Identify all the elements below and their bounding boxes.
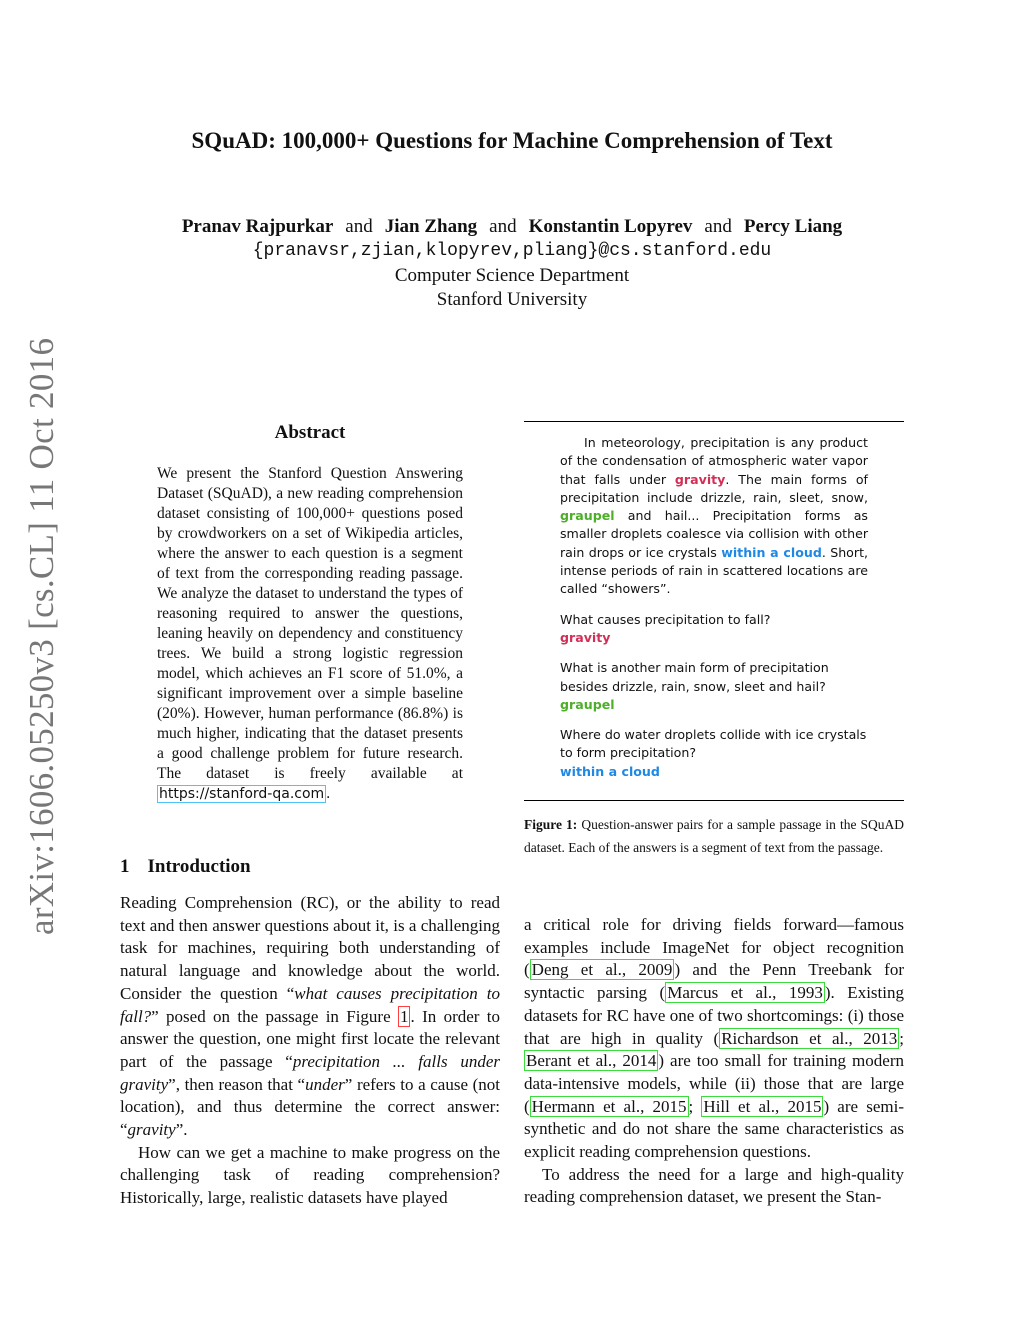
author-emails: {pranavsr,zjian,klopyrev,pliang}@cs.stanford.edu [252,241,772,261]
citation-link[interactable]: Deng et al., 2009 [531,960,673,980]
text-run: In meteorology, precipitation is any product of the condensation of atmospheric water vapor that falls under [560,435,868,487]
figure-1-passage-box [560,434,868,781]
section-heading-introduction [120,856,251,878]
text-run: a critical role for driving fields forward—famous examples include ImageNet for object recognition ( [524,915,904,980]
answer-highlight-gravity: gravity [674,471,726,487]
citation-link[interactable]: Marcus et al., 1993 [667,983,823,1003]
text-run: . The main forms of precipitation include drizzle, rain, sleet, snow, [560,471,868,505]
paper-title: SQuAD: 100,000+ Questions for Machine Comprehension of Text [191,128,833,153]
question: Where do water droplets collide with ice crystals to form precipitation? [560,727,867,761]
answer-highlight-within-a-cloud: within a cloud [721,544,822,560]
abstract-text: We present the Stanford Question Answering Dataset (SQuAD), a new reading comprehension dataset consisting of 100,000+ questions posed by crowdworkers on a set of Wikipedia articles, where the answer to each question is a segment of text from the corresponding reading passage. We analyze the dataset to understand the types of reasoning required to answer the questions, leaning heavily on dependency and constituency trees. We build a strong logistic regression model, which achieves an F1 score of 51.0%, a significant improvement over a simple baseline (20%). However, human performance (86.8%) is much higher, indicating that the dataset presents a good challenge problem for future research. The dataset is freely available at [157,465,463,782]
italic-run: precipitation ... falls under gravity [120,1051,500,1094]
university: Stanford University [436,289,588,310]
arxiv-identifier-stamp: arXiv:1606.05250v3 [cs.CL] 11 Oct 2016 [22,337,61,935]
text-run: ; [899,1028,904,1048]
section-number: 1 [120,856,130,877]
intro-paragraph-3 [524,914,904,1164]
text-run: . In order to answer the question, one might first locate the relevant part of the passage “ [120,1006,500,1071]
answer: gravity [560,629,611,645]
text-run: ; [688,1096,702,1116]
qa-pair [560,611,868,648]
italic-run: under [305,1074,345,1094]
citation-link[interactable]: Hill et al., 2015 [703,1096,822,1116]
section-title: Introduction [147,856,251,877]
citation-link[interactable]: Hermann et al., 2015 [531,1096,687,1116]
intro-left-column [120,892,500,1210]
text-run: ” refers to a cause (not location), and thus determine the correct answer: “ [120,1074,501,1140]
intro-paragraph-2: How can we get a machine to make progress on the challenging task of reading comprehension? Historically, large, realistic datasets have played [120,1142,500,1208]
citation-link[interactable]: Richardson et al., 2013 [721,1028,898,1048]
author-name: Pranav Rajpurkar [181,216,334,237]
author-separator: and [489,216,517,237]
caption-text: Question-answer pairs for a sample passage in the SQuAD dataset. Each of the answers is a segment of text from the passage. [524,817,905,855]
figure-top-rule [524,421,904,422]
dataset-url-link[interactable]: https://stanford-qa.com [159,786,325,802]
text-run: . Short, intense periods of rain in scattered locations are called “showers”. [560,544,869,597]
text-run: ”, then reason that “ [168,1074,306,1094]
text-run: ”. [175,1120,188,1140]
figure-1-reference-link[interactable]: 1 [399,1006,409,1026]
intro-paragraph-1 [120,892,500,1142]
abstract-heading: Abstract [274,422,346,443]
italic-run: what causes precipitation to fall? [120,983,500,1026]
question: What causes precipitation to fall? [560,611,771,627]
intro-right-column [524,914,904,1209]
author-name: Percy Liang [743,216,843,237]
qa-pair [560,659,868,714]
intro-paragraph-4: To address the need for a large and high-quality reading comprehension dataset, we present the Stan- [524,1164,904,1207]
text-run: ) are too small for training modern data-intensive models, while (ii) those that are large ( [524,1051,904,1116]
author-list [0,216,1024,238]
figure-1-caption [524,814,904,859]
text-run: ). Existing datasets for RC have one of two shortcomings: (i) those that are high in quality ( [524,983,904,1048]
citation-link[interactable]: Berant et al., 2014 [526,1051,657,1071]
abstract-body [157,464,463,804]
department: Computer Science Department [394,265,630,286]
question: What is another main form of precipitation besides drizzle, rain, snow, sleet and hail? [560,660,829,694]
text-run: and hail... Precipitation forms as smaller droplets coalesce via collision with other rain drops or ice crystals [560,508,868,560]
author-separator: and [704,216,732,237]
text-run: ) are semi-synthetic and do not share the same characteristics as explicit reading comprehension questions. [524,1096,904,1162]
abstract-end: . [326,785,331,802]
author-name: Jian Zhang [384,216,478,237]
text-run: ) and the Penn Treebank for syntactic parsing ( [524,960,905,1003]
answer: graupel [560,696,615,712]
figure-passage [560,434,868,599]
text-run: Reading Comprehension (RC), or the ability to read text and then answer questions about it, is a challenging task for machines, requiring both understanding of natural language and knowledge about the world. Consider the question “ [120,893,500,1003]
qa-pair [560,726,868,781]
author-name: Konstantin Lopyrev [528,216,693,237]
answer-highlight-graupel: graupel [560,508,615,524]
text-run: ” posed on the passage in Figure [151,1006,398,1026]
italic-run: gravity [127,1120,176,1140]
answer: within a cloud [560,763,660,779]
caption-label: Figure 1: [524,817,578,832]
author-separator: and [345,216,373,237]
figure-bottom-rule [524,800,904,801]
